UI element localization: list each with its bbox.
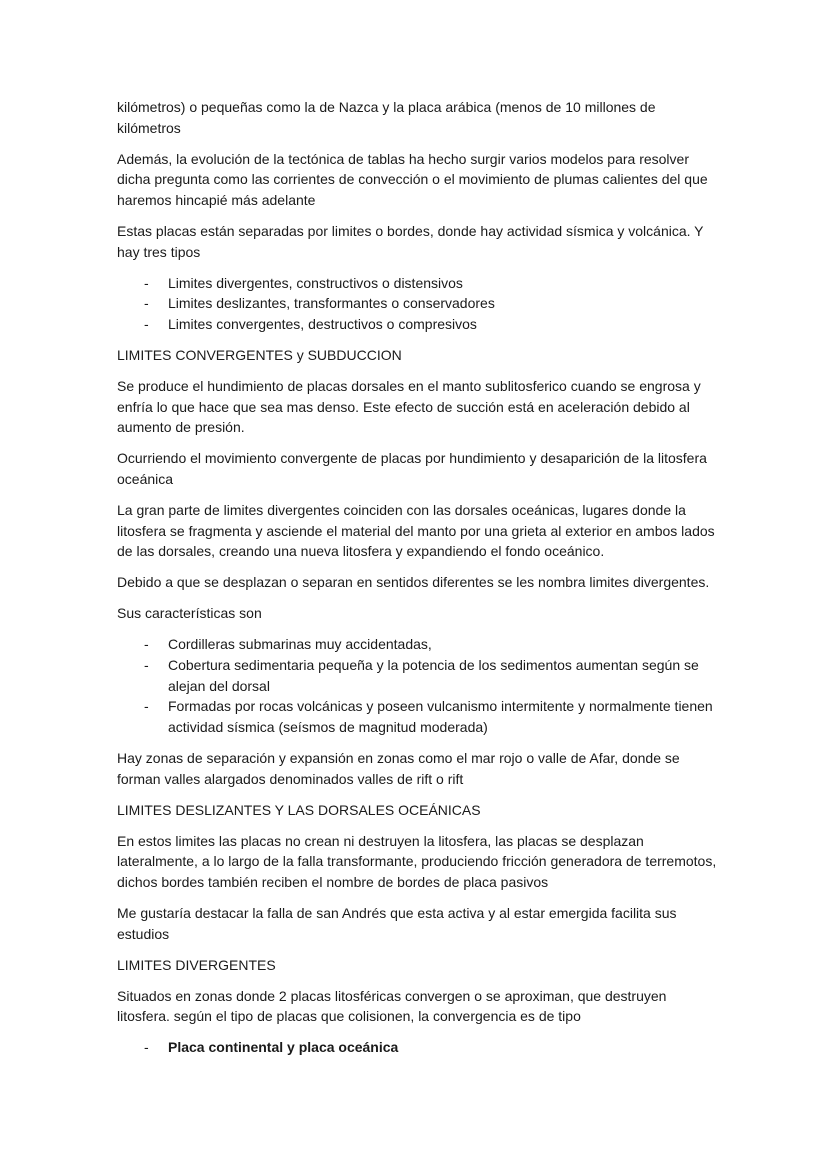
paragraph-convergentes-2: Ocurriendo el movimiento convergente de placas por hundimiento y desaparición de la litosfera oceánica bbox=[117, 450, 707, 487]
list-item bbox=[117, 696, 717, 737]
document-page bbox=[117, 97, 717, 1069]
list-limit-types bbox=[117, 273, 717, 335]
list-dash: - bbox=[144, 274, 149, 291]
list-characteristics bbox=[117, 634, 717, 737]
paragraph-deslizantes-2: Me gustaría destacar la falla de san Andrés que esta activa y al estar emergida facilita sus estudios bbox=[117, 905, 677, 942]
list-dash: - bbox=[144, 698, 149, 715]
list-plate-types bbox=[117, 1037, 717, 1058]
list-dash: - bbox=[144, 657, 149, 674]
list-item-text: Limites divergentes, constructivos o distensivos bbox=[168, 274, 463, 291]
list-item-text: Limites deslizantes, transformantes o conservadores bbox=[168, 295, 495, 312]
heading-divergentes: LIMITES DIVERGENTES bbox=[117, 956, 276, 973]
paragraph-intro-2: Además, la evolución de la tectónica de tablas ha hecho surgir varios modelos para resolver dicha pregunta como las corrientes de convección o el movimiento de plumas calientes del que haremos hincapié más adelante bbox=[117, 150, 708, 208]
list-dash: - bbox=[144, 1039, 149, 1056]
list-item bbox=[117, 293, 717, 314]
paragraph-intro-3: Estas placas están separadas por limites o bordes, donde hay actividad sísmica y volcánica. Y hay tres tipos bbox=[117, 222, 704, 260]
list-item-text: Cobertura sedimentaria pequeña y la potencia de los sedimentos aumentan según se alejan del dorsal bbox=[168, 657, 699, 694]
list-item-text: Cordilleras submarinas muy accidentadas, bbox=[168, 636, 432, 653]
list-dash: - bbox=[144, 295, 149, 312]
list-item-text-bold: Placa continental y placa oceánica bbox=[168, 1039, 399, 1056]
paragraph-convergentes-5: Sus características son bbox=[117, 605, 262, 622]
paragraph-rift: Hay zonas de separación y expansión en zonas como el mar rojo o valle de Afar, donde se forman valles alargados denominados valles de rift o rift bbox=[117, 749, 680, 787]
paragraph-convergentes-1: Se produce el hundimiento de placas dorsales en el manto sublitosferico cuando se engrosa y enfría lo que hace que sea mas denso. Este efecto de succión está en aceleración debido al aumento de presión. bbox=[117, 378, 701, 436]
list-item bbox=[117, 1037, 717, 1058]
list-dash: - bbox=[144, 636, 149, 653]
heading-convergentes: LIMITES CONVERGENTES y SUBDUCCION bbox=[117, 346, 402, 363]
list-item-text: Limites convergentes, destructivos o compresivos bbox=[168, 315, 477, 332]
list-item bbox=[117, 314, 717, 335]
paragraph-convergentes-4: Debido a que se desplazan o separan en sentidos diferentes se les nombra limites divergentes. bbox=[117, 574, 710, 591]
paragraph-deslizantes-1: En estos limites las placas no crean ni destruyen la litosfera, las placas se desplazan lateralmente, a lo largo de la falla transformante, produciendo fricción generadora de terremotos, dichos bordes también reciben el nombre de bordes de placa pasivos bbox=[117, 832, 717, 890]
list-item bbox=[117, 634, 717, 655]
paragraph-divergentes: Situados en zonas donde 2 placas litosféricas convergen o se aproximan, que destruyen litosfera. según el tipo de placas que colisionen, la convergencia es de tipo bbox=[117, 987, 667, 1025]
list-item bbox=[117, 655, 717, 696]
heading-deslizantes: LIMITES DESLIZANTES Y LAS DORSALES OCEÁNICAS bbox=[117, 801, 481, 818]
list-item-text: Formadas por rocas volcánicas y poseen vulcanismo intermitente y normalmente tienen actividad sísmica (seísmos de magnitud moderada) bbox=[168, 698, 713, 735]
list-dash: - bbox=[144, 315, 149, 332]
paragraph-intro-1: kilómetros) o pequeñas como la de Nazca y la placa arábica (menos de 10 millones de kilómetros bbox=[117, 99, 656, 136]
paragraph-convergentes-3: La gran parte de limites divergentes coinciden con las dorsales oceánicas, lugares donde la litosfera se fragmenta y asciende el material del manto por una grieta al exterior en ambos lados de las dorsales, creando una nueva litosfera y expandiendo el fondo oceánico. bbox=[117, 502, 715, 560]
list-item bbox=[117, 273, 717, 294]
